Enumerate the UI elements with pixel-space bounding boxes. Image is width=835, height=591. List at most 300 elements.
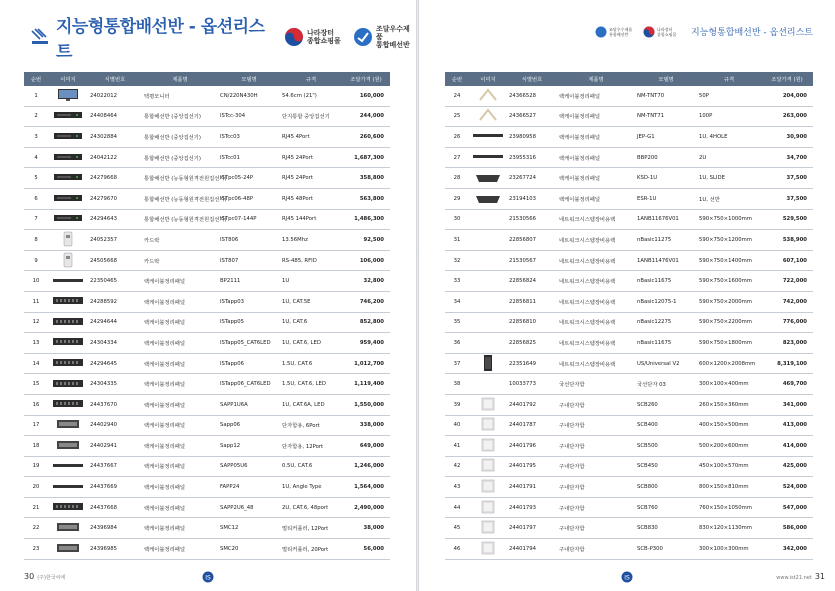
price: 959,400 [342,333,390,354]
identifier-number: 23955316 [507,147,557,168]
product-name: 랙케이블정리패널 [142,518,218,539]
product-name: 랙케이블정리패널 [557,127,635,148]
col-spec: 규격 [697,72,761,86]
product-thumbnail-icon [53,463,83,470]
product-name: 통합배선반 (중앙집선기) [142,127,218,148]
product-thumbnail-icon [54,111,82,121]
table-row [445,209,813,230]
identifier-number: 22856825 [507,333,557,354]
row-number: 7 [24,209,48,230]
product-thumbnail-icon [481,541,495,557]
identifier-number: 24294644 [88,312,142,333]
row-number: 9 [24,250,48,271]
product-name: 통합배선반 (중앙집선기) [142,147,218,168]
model-name: ISTapp05 [218,312,280,333]
footer-left [24,572,65,581]
model-name: Sapp12 [218,436,280,457]
product-thumbnail-icon [473,133,503,140]
right-page [419,0,835,591]
product-image [469,436,507,457]
spec: 590×750×1400mm [697,250,761,271]
identifier-number: 22856811 [507,291,557,312]
product-name: 텍평모니터 [142,86,218,106]
product-image [469,394,507,415]
price: 852,800 [342,312,390,333]
col-id: 식별번호 [88,72,142,86]
price: 338,000 [342,415,390,436]
product-image [48,518,88,539]
option-table-left [24,72,390,560]
model-name: IST806 [218,230,280,251]
row-number: 17 [24,415,48,436]
table-row [24,188,390,209]
product-thumbnail-icon [481,397,495,413]
price: 204,000 [761,86,813,106]
product-image [48,312,88,333]
price: 1,486,300 [342,209,390,230]
row-number: 10 [24,271,48,292]
product-name: 랙케이블정리패널 [142,374,218,395]
product-name: 랙케이블정리패널 [142,497,218,518]
product-image [48,250,88,271]
row-number: 13 [24,333,48,354]
identifier-number: 24279670 [88,188,142,209]
table-row [445,230,813,251]
identifier-number: 24402940 [88,415,142,436]
table-row [445,436,813,457]
row-number: 12 [24,312,48,333]
price: 8,319,100 [761,353,813,374]
price: 106,000 [342,250,390,271]
model-name: SCB830 [635,518,697,539]
spec: 800×150×810mm [697,477,761,498]
product-image [48,291,88,312]
table-header-row [445,72,813,86]
spec: 300×100×400mm [697,374,761,395]
row-number: 38 [445,374,469,395]
product-thumbnail-icon [481,479,495,495]
page-title-right: 지능형통합배선반 - 옵션리스트 [691,28,813,38]
table-row [445,271,813,292]
row-number: 2 [24,106,48,127]
price: 776,000 [761,312,813,333]
table-row [24,106,390,127]
model-name: SAPP05U6 [218,456,280,477]
model-name: SCB400 [635,415,697,436]
product-image [48,353,88,374]
col-model: 모델명 [218,72,280,86]
logo2-line1: 조달우수제품 [376,25,410,41]
price: 341,000 [761,394,813,415]
table-row [445,250,813,271]
row-number: 11 [24,291,48,312]
table-row [445,86,813,106]
spec: 멀티커플러, 12Port [280,518,342,539]
identifier-number: 21530566 [507,209,557,230]
product-thumbnail-icon [481,520,495,536]
table-row [445,497,813,518]
identifier-number: 24437669 [88,477,142,498]
left-page [0,0,416,591]
spec: RS-485, RFID [280,250,342,271]
table-row [24,353,390,374]
price: 538,900 [761,230,813,251]
identifier-number: 24402941 [88,436,142,457]
table-row [24,230,390,251]
identifier-number: 22856810 [507,312,557,333]
product-image [469,456,507,477]
model-name: SCB760 [635,497,697,518]
product-name: 구내단자함 [557,477,635,498]
row-number: 44 [445,497,469,518]
table-row [24,209,390,230]
product-image [48,147,88,168]
model-name: nBasic12075-1 [635,291,697,312]
product-name: 네트워크시스템장비용랙 [557,230,635,251]
row-number: 36 [445,333,469,354]
col-image: 이미지 [48,72,88,86]
spec: 1U, CAT.6, LED [280,333,342,354]
taegeuk-icon [643,26,655,38]
price: 524,000 [761,477,813,498]
row-number: 31 [445,230,469,251]
price: 160,000 [342,86,390,106]
table-row [24,86,390,106]
product-image [469,250,507,271]
svg-text:IS: IS [205,574,211,582]
page-title: 지능형통합배선반 - 옵션리스트 [56,17,265,62]
identifier-number: 24401791 [507,477,557,498]
table-row [445,539,813,560]
product-name: 구내단자함 [557,394,635,415]
spec: 400×150×500mm [697,415,761,436]
product-name: 구내단자함 [557,518,635,539]
row-number: 30 [445,209,469,230]
model-name: nBasic11675 [635,333,697,354]
row-number: 16 [24,394,48,415]
row-number: 27 [445,147,469,168]
model-name: ISTpc05-24P [218,168,280,189]
product-name: 통합배선반 (능동형원격전원집선기) [142,209,218,230]
product-thumbnail-icon [483,355,493,373]
product-thumbnail-icon [53,400,83,409]
row-number: 1 [24,86,48,106]
price: 1,012,700 [342,353,390,374]
model-name: SCB260 [635,394,697,415]
row-number: 45 [445,518,469,539]
product-name: 랙케이블정리패널 [557,147,635,168]
model-name: NM-TNT71 [635,106,697,127]
product-image [48,497,88,518]
spec: 2U [697,147,761,168]
spec: 590×750×1600mm [697,271,761,292]
product-thumbnail-icon [56,439,80,453]
spec: 260×150×360mm [697,394,761,415]
product-name: 네트워크시스템장비용랙 [557,271,635,292]
product-name: 랙케이블정리패널 [142,353,218,374]
col-model: 모델명 [635,72,697,86]
model-name: SMC12 [218,518,280,539]
model-name: ISTapp03 [218,291,280,312]
identifier-number: 24401792 [507,394,557,415]
product-image [48,477,88,498]
price: 263,000 [761,106,813,127]
mini1-line2: 통합배선반 [609,31,629,37]
product-image [48,106,88,127]
spec: 590×750×2000mm [697,291,761,312]
product-name: 랙케이블정리패널 [142,415,218,436]
spec: 760×150×1050mm [697,497,761,518]
price: 746,200 [342,291,390,312]
product-thumbnail-icon [57,88,79,104]
mini2-line1: 나라장터 [657,26,673,32]
mini1-line1: 조달우수제품 [609,26,633,32]
product-name: 구내단자함 [557,497,635,518]
identifier-number: 24294645 [88,353,142,374]
page-number: 30 [24,572,35,581]
spec: RJ45 144Port [280,209,342,230]
logo1-line1: 나라장터 [307,29,335,37]
price: 37,500 [761,188,813,209]
product-image [48,168,88,189]
product-name: 구내단자함 [557,436,635,457]
row-number: 23 [24,539,48,560]
row-number: 43 [445,477,469,498]
model-name: US/Universal V2 [635,353,697,374]
product-name: 네트워크시스템장비용랙 [557,291,635,312]
table-row [24,415,390,436]
product-image [48,539,88,560]
naramarket-logo [284,27,347,47]
price: 469,700 [761,374,813,395]
row-number: 37 [445,353,469,374]
product-image [469,539,507,560]
procurement-logo [353,25,416,49]
product-name: 카드락 [142,230,218,251]
naramarket-mini-logo [643,26,685,38]
product-name: 랙케이블정리패널 [142,477,218,498]
row-number: 39 [445,394,469,415]
table-row [24,497,390,518]
model-name: 국선단자 03 [635,374,697,395]
identifier-number: 24304334 [88,333,142,354]
product-thumbnail-icon [475,171,501,185]
row-number: 4 [24,147,48,168]
product-name: 랙케이블정리패널 [557,188,635,209]
page-header-right [595,25,813,38]
table-row [445,518,813,539]
product-image [469,497,507,518]
spec: 590×750×2200mm [697,312,761,333]
row-number: 33 [445,271,469,292]
product-thumbnail-icon [54,173,82,183]
spec: 1.5U, CAT.6 [280,353,342,374]
product-image [469,86,507,106]
price: 1,687,300 [342,147,390,168]
identifier-number: 24401797 [507,518,557,539]
model-name: ESR-1U [635,188,697,209]
table-row [445,168,813,189]
table-row [445,353,813,374]
price: 358,800 [342,168,390,189]
spec: 단자함용, 6Port [280,415,342,436]
table-body [24,86,390,559]
product-image [48,456,88,477]
spec: 단지통합 중앙집선기 [280,106,342,127]
product-image [48,86,88,106]
spec: 54.6cm (21") [280,86,342,106]
identifier-number: 24304335 [88,374,142,395]
spec: 1U, Angle Type [280,477,342,498]
spec: 830×120×1130mm [697,518,761,539]
spec: RJ45 4Port [280,127,342,148]
footer-right [773,572,825,581]
table-row [24,312,390,333]
identifier-number: 24288592 [88,291,142,312]
identifier-number: 24401794 [507,539,557,560]
identifier-number: 22856824 [507,271,557,292]
product-name: 랙케이블정리패널 [142,456,218,477]
table-row [24,291,390,312]
product-image [48,374,88,395]
price: 342,000 [761,539,813,560]
identifier-number: 24042122 [88,147,142,168]
product-name: 랙케이블정리패널 [142,436,218,457]
table-row [24,374,390,395]
product-name: 랙케이블정리패널 [142,271,218,292]
identifier-number: 24366527 [507,106,557,127]
row-number: 21 [24,497,48,518]
logo2-line2: 통합배선반 [376,41,410,49]
row-number: 18 [24,436,48,457]
identifier-number: 24366528 [507,86,557,106]
spec: RJ45 48Port [280,188,342,209]
col-name: 제품명 [557,72,635,86]
row-number: 20 [24,477,48,498]
model-name: ISTapp05_CAT6LED [218,333,280,354]
model-name: IST807 [218,250,280,271]
spec: 1U [280,271,342,292]
identifier-number: 24401787 [507,415,557,436]
product-image [469,209,507,230]
table-row [445,456,813,477]
product-name: 랙케이블정리패널 [557,86,635,106]
product-image [469,477,507,498]
spec: 590×750×1000mm [697,209,761,230]
col-no: 순번 [24,72,48,86]
product-image [48,271,88,292]
product-thumbnail-icon [53,278,83,285]
row-number: 6 [24,188,48,209]
identifier-number: 24052357 [88,230,142,251]
website-url: www.ist21.net [776,575,812,581]
price: 1,564,000 [342,477,390,498]
row-number: 41 [445,436,469,457]
wiring-icon [30,27,50,47]
product-name: 랙케이블정리패널 [557,168,635,189]
spec: 50P [697,86,761,106]
table-row [24,477,390,498]
spec: 13.56Mhz [280,230,342,251]
identifier-number: 24505668 [88,250,142,271]
model-name: CN/220N430H [218,86,280,106]
model-name: SAPP1U6A [218,394,280,415]
spec: 1U, CAT.6 [280,312,342,333]
product-image [469,353,507,374]
product-thumbnail-icon [478,108,498,124]
price: 260,600 [342,127,390,148]
product-thumbnail-icon [56,521,80,535]
spec: 단자함용, 12Port [280,436,342,457]
product-name: 랙케이블정리패널 [142,291,218,312]
model-name: SCB450 [635,456,697,477]
spec: 1U, 4HOLE [697,127,761,148]
row-number: 40 [445,415,469,436]
col-no: 순번 [445,72,469,86]
price: 38,000 [342,518,390,539]
product-thumbnail-icon [54,194,82,204]
product-name: 구내단자함 [557,415,635,436]
product-image [48,230,88,251]
price: 607,100 [761,250,813,271]
identifier-number: 24396985 [88,539,142,560]
product-name: 통합배선반 (능동형원격전원집선기) [142,188,218,209]
procurement-badge-icon [595,26,607,38]
row-number: 5 [24,168,48,189]
row-number: 34 [445,291,469,312]
identifier-number: 24437670 [88,394,142,415]
model-name: ISTcc01 [218,147,280,168]
table-row [445,147,813,168]
identifier-number: 24279668 [88,168,142,189]
product-thumbnail-icon [481,458,495,474]
product-name: 통합배선반 (능동형원격전원집선기) [142,168,218,189]
row-number: 29 [445,188,469,209]
product-image [469,127,507,148]
row-number: 8 [24,230,48,251]
product-image [469,518,507,539]
col-id: 식별번호 [507,72,557,86]
product-image [469,271,507,292]
product-thumbnail-icon [478,88,498,104]
product-image [469,168,507,189]
spec: 100P [697,106,761,127]
product-thumbnail-icon [54,214,82,224]
row-number: 3 [24,127,48,148]
product-name: 카드락 [142,250,218,271]
table-row [445,291,813,312]
product-name: 구내단자함 [557,539,635,560]
price: 529,500 [761,209,813,230]
product-name: 랙케이블정리패널 [142,394,218,415]
identifier-number: 24437668 [88,497,142,518]
procurement-mini-logo [595,26,637,38]
model-name: ISTcc-304 [218,106,280,127]
product-image [48,415,88,436]
col-price: 조달가격 (원) [342,72,390,86]
row-number: 28 [445,168,469,189]
model-name: JEP-G1 [635,127,697,148]
svg-text:IS: IS [624,574,630,582]
product-thumbnail-icon [63,253,73,269]
row-number: 24 [445,86,469,106]
model-name: KSD-1U [635,168,697,189]
table-row [24,456,390,477]
price: 823,000 [761,333,813,354]
product-thumbnail-icon [481,438,495,454]
table-row [24,436,390,457]
identifier-number: 10033773 [507,374,557,395]
